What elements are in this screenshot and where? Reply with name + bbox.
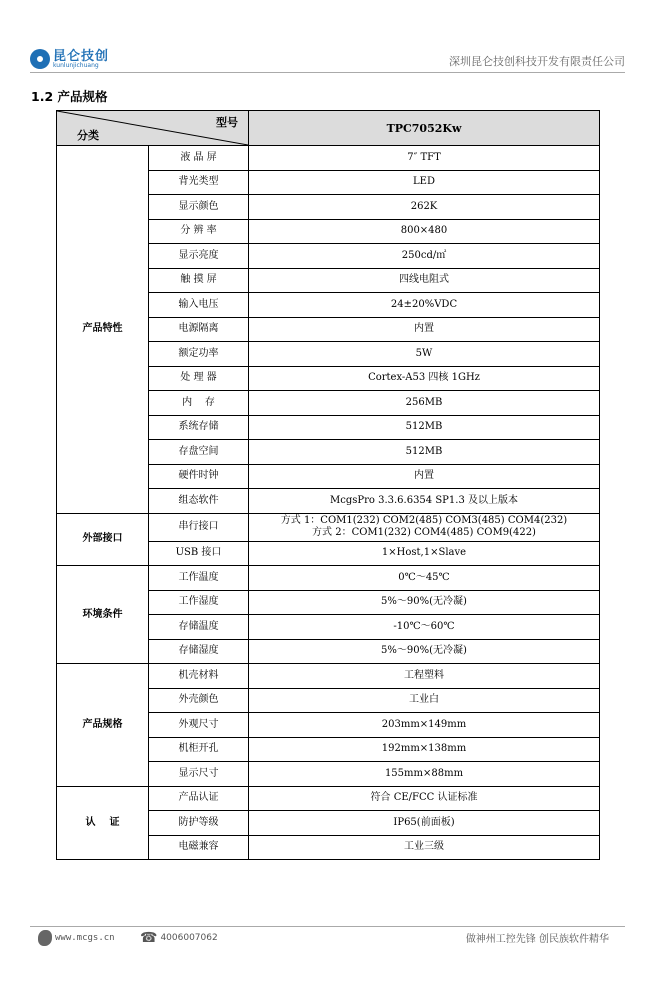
spec-value: 155mm×88mm bbox=[249, 762, 600, 787]
section-title: 1.2 产品规格 bbox=[31, 89, 108, 104]
logo-en: kunlunjichuang bbox=[53, 61, 99, 69]
spec-value: 512MB bbox=[249, 440, 600, 465]
spec-name: 显示颜色 bbox=[149, 195, 249, 220]
spec-value: 262K bbox=[249, 195, 600, 220]
spec-value: -10℃～60℃ bbox=[249, 615, 600, 640]
spec-value: 5%～90%(无冷凝) bbox=[249, 590, 600, 615]
spec-value: 250cd/㎡ bbox=[249, 244, 600, 269]
header-diagonal-cell bbox=[57, 111, 249, 146]
spec-name: 显示亮度 bbox=[149, 244, 249, 269]
spec-value: 5W bbox=[249, 342, 600, 367]
footer-divider bbox=[30, 926, 625, 927]
category-cell: 环境条件 bbox=[57, 566, 149, 664]
table-row bbox=[57, 146, 600, 171]
spec-value: 四线电阻式 bbox=[249, 268, 600, 293]
footer-website[interactable] bbox=[38, 930, 115, 946]
spec-value: 工业白 bbox=[249, 688, 600, 713]
company-logo bbox=[30, 49, 109, 69]
spec-name: 系统存储 bbox=[149, 415, 249, 440]
spec-name: 额定功率 bbox=[149, 342, 249, 367]
spec-name: 电源隔离 bbox=[149, 317, 249, 342]
spec-table bbox=[56, 110, 600, 860]
header-category-label: 分类 bbox=[77, 129, 99, 142]
category-cell: 产品特性 bbox=[57, 146, 149, 514]
category-cell: 外部接口 bbox=[57, 513, 149, 566]
table-row bbox=[57, 513, 600, 541]
spec-value: 工业三级 bbox=[249, 835, 600, 860]
spec-value: 24±20%VDC bbox=[249, 293, 600, 318]
phone-number: 4006007062 bbox=[160, 933, 218, 943]
spec-name: 背光类型 bbox=[149, 170, 249, 195]
spec-name: 处 理 器 bbox=[149, 366, 249, 391]
spec-name: 显示尺寸 bbox=[149, 762, 249, 787]
spec-value: LED bbox=[249, 170, 600, 195]
spec-value: 内置 bbox=[249, 464, 600, 489]
spec-name: 防护等级 bbox=[149, 811, 249, 836]
spec-name: 硬件时钟 bbox=[149, 464, 249, 489]
company-name: 深圳昆仑技创科技开发有限责任公司 bbox=[449, 55, 625, 68]
spec-name: 工作湿度 bbox=[149, 590, 249, 615]
spec-name: 外观尺寸 bbox=[149, 713, 249, 738]
spec-value: 1×Host,1×Slave bbox=[249, 541, 600, 566]
spec-value: 512MB bbox=[249, 415, 600, 440]
spec-value: 800×480 bbox=[249, 219, 600, 244]
spec-name: 串行接口 bbox=[149, 513, 249, 541]
header-model-label: 型号 bbox=[216, 116, 238, 129]
spec-name: 产品认证 bbox=[149, 786, 249, 811]
spec-value: McgsPro 3.3.6.6354 SP1.3 及以上版本 bbox=[249, 489, 600, 514]
spec-name: 触 摸 屏 bbox=[149, 268, 249, 293]
spec-value: IP65(前面板) bbox=[249, 811, 600, 836]
spec-value: Cortex-A53 四核 1GHz bbox=[249, 366, 600, 391]
spec-name: 电磁兼容 bbox=[149, 835, 249, 860]
spec-value: 5%～90%(无冷凝) bbox=[249, 639, 600, 664]
table-row bbox=[57, 566, 600, 591]
spec-name: 外壳颜色 bbox=[149, 688, 249, 713]
phone-icon: ☎ bbox=[140, 930, 158, 946]
spec-name: 内 存 bbox=[149, 391, 249, 416]
spec-name: 机壳材料 bbox=[149, 664, 249, 689]
footer-slogan: 做神州工控先锋 创民族软件精华 bbox=[465, 934, 609, 945]
category-cell: 认 证 bbox=[57, 786, 149, 860]
table-row bbox=[57, 786, 600, 811]
spec-name: 输入电压 bbox=[149, 293, 249, 318]
spec-value-line: 方式 2：COM1(232) COM4(485) COM9(422) bbox=[312, 527, 536, 538]
spec-name: 机柜开孔 bbox=[149, 737, 249, 762]
spec-value: 符合 CE/FCC 认证标准 bbox=[249, 786, 600, 811]
spec-value: 256MB bbox=[249, 391, 600, 416]
logo-icon bbox=[30, 49, 50, 69]
website-link[interactable]: www.mcgs.cn bbox=[55, 933, 115, 943]
footer-phone bbox=[140, 930, 218, 946]
header-divider bbox=[30, 72, 625, 73]
spec-value: 7″ TFT bbox=[249, 146, 600, 171]
spec-name: 存储湿度 bbox=[149, 639, 249, 664]
spec-name: 组态软件 bbox=[149, 489, 249, 514]
spec-value: 203mm×149mm bbox=[249, 713, 600, 738]
globe-icon bbox=[38, 930, 52, 946]
spec-name: 液 晶 屏 bbox=[149, 146, 249, 171]
spec-name: USB 接口 bbox=[149, 541, 249, 566]
category-cell: 产品规格 bbox=[57, 664, 149, 787]
spec-name: 工作温度 bbox=[149, 566, 249, 591]
spec-name: 存盘空间 bbox=[149, 440, 249, 465]
spec-value bbox=[249, 513, 600, 541]
spec-value: 192mm×138mm bbox=[249, 737, 600, 762]
model-name: TPC7052Kw bbox=[249, 111, 600, 146]
spec-name: 分 辨 率 bbox=[149, 219, 249, 244]
spec-value: 0℃～45℃ bbox=[249, 566, 600, 591]
table-row bbox=[57, 664, 600, 689]
logo-cn: 昆仑技创 bbox=[53, 48, 110, 64]
spec-value-line: 方式 1：COM1(232) COM2(485) COM3(485) COM4(232) bbox=[280, 515, 568, 526]
spec-value: 工程塑料 bbox=[249, 664, 600, 689]
spec-name: 存储温度 bbox=[149, 615, 249, 640]
spec-value: 内置 bbox=[249, 317, 600, 342]
